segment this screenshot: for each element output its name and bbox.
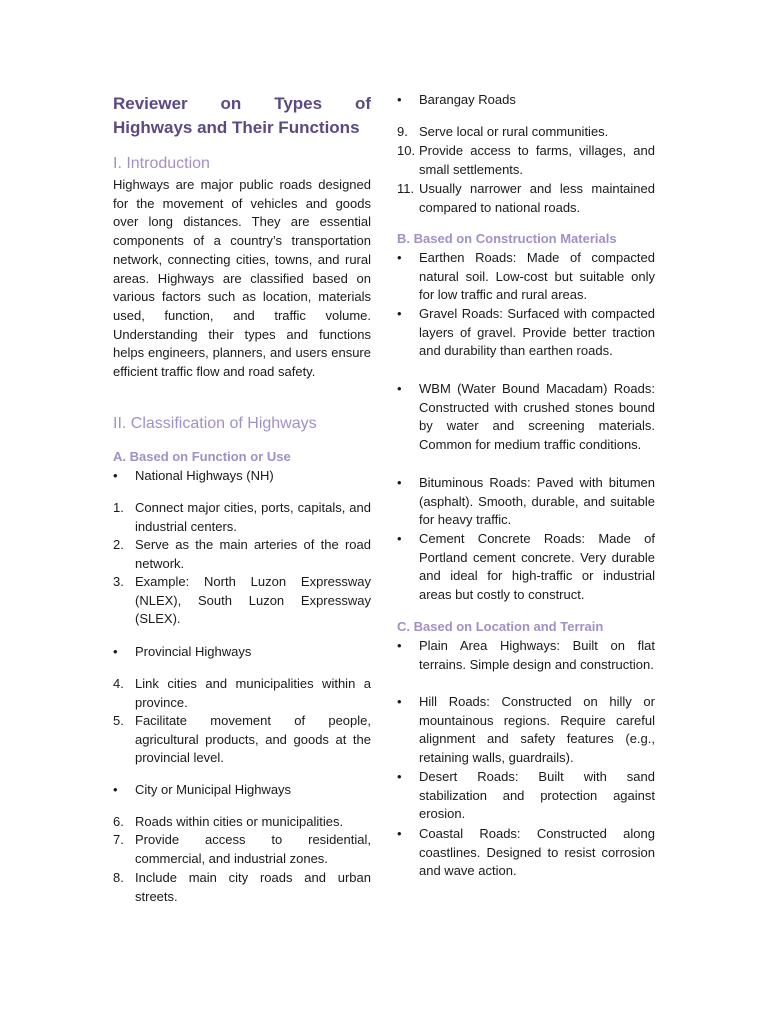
list-item [397,91,655,110]
list-item-text: Roads within cities or municipalities. [135,814,344,829]
list-item-text: Desert Roads: Built with sand stabilization and protection against erosion. [419,769,655,822]
list-item [113,573,371,629]
bullet-marker: • [397,475,402,490]
list-item [113,781,371,800]
number-marker: 7. [113,832,124,847]
list-item-text: Example: North Luzon Expressway (NLEX), South Luzon Expressway (SLEX). [135,574,371,627]
list-item [397,768,655,824]
number-marker: 8. [113,870,124,885]
list-item [113,536,371,573]
list-item [113,467,371,486]
list-item [113,675,371,712]
section-a-heading: A. Based on Function or Use [113,449,291,464]
list-item [397,142,655,179]
list-item-text: Earthen Roads: Made of compacted natural soil. Low-cost but suitable only for low traffic and rural areas. [419,250,655,303]
number-marker: 5. [113,713,124,728]
number-marker: 3. [113,574,124,589]
list-item-text: Include main city roads and urban streets. [135,870,371,904]
number-marker: 11. [397,181,415,196]
list-item-text: Gravel Roads: Surfaced with compacted layers of gravel. Provide better traction and durability than earthen roads. [419,306,655,359]
introduction-paragraph: Highways are major public roads designed for the movement of vehicles and goods over long distances. They are essential components of a country’s transportation network, connecting cities, towns, and rural areas. Highways are classified based on various factors such as location, materials used, function, and traffic volume. Understanding their types and functions helps engineers, planners, and users ensure efficient traffic flow and road safety. [113,177,371,380]
list-item-text: Facilitate movement of people, agricultural products, and goods at the provincial level. [135,713,371,766]
bullet-marker: • [397,531,402,546]
list-item [397,693,655,768]
list-item-text: WBM (Water Bound Macadam) Roads: Constructed with crushed stones bound by water and screening materials. Common for medium traffic conditions. [419,381,655,453]
list-item [113,869,371,906]
list-item [397,180,655,217]
bullet-marker: • [113,782,118,797]
list-item [113,643,371,662]
list-item [397,123,655,142]
list-item [397,380,655,455]
bullet-marker: • [397,826,402,841]
bullet-marker: • [113,644,118,659]
bullet-marker: • [397,694,402,709]
bullet-marker: • [397,638,402,653]
bullet-marker: • [113,468,118,483]
title-line-2: Highways and Their Functions [113,118,360,137]
list-item-text: Plain Area Highways: Built on flat terrains. Simple design and construction. [419,638,655,672]
bullet-marker: • [397,250,402,265]
document-title [113,92,371,140]
list-item-text: Serve local or rural communities. [419,124,609,139]
classification-heading: II. Classification of Highways [113,415,317,432]
list-item-text: Link cities and municipalities within a province. [135,676,371,710]
number-marker: 2. [113,537,124,552]
section-c-heading: C. Based on Location and Terrain [397,619,604,634]
list-item-text: Barangay Roads [419,92,516,107]
list-item-text: Provide access to residential, commercial, and industrial zones. [135,832,371,866]
list-item-text: Usually narrower and less maintained compared to national roads. [419,181,655,215]
number-marker: 1. [113,500,124,515]
list-item [397,530,655,605]
bullet-marker: • [397,769,402,784]
list-item [113,831,371,868]
number-marker: 9. [397,124,408,139]
introduction-heading: I. Introduction [113,155,210,172]
number-marker: 4. [113,676,124,691]
list-item-text: Coastal Roads: Constructed along coastlines. Designed to resist corrosion and wave action. [419,826,655,879]
list-item [397,249,655,305]
bullet-marker: • [397,92,402,107]
list-item [113,712,371,768]
list-item [113,499,371,536]
list-item-text: City or Municipal Highways [135,782,292,797]
bullet-marker: • [397,381,402,396]
number-marker: 6. [113,814,124,829]
title-line-1: Reviewer on Types of [113,94,371,113]
list-item-text: Bituminous Roads: Paved with bitumen (asphalt). Smooth, durable, and suitable for heavy traffic. [419,475,655,528]
list-item-text: Connect major cities, ports, capitals, and industrial centers. [135,500,371,534]
list-item-text: Provide access to farms, villages, and small settlements. [419,143,655,177]
list-item-text: National Highways (NH) [135,468,274,483]
list-item-text: Hill Roads: Constructed on hilly or mountainous regions. Require careful alignment and safety features (e.g., retaining walls, guardrails). [419,694,655,766]
list-item [397,825,655,881]
section-b-heading: B. Based on Construction Materials [397,231,617,246]
list-item-text: Cement Concrete Roads: Made of Portland cement concrete. Very durable and ideal for high-traffic or industrial areas but costly to construct. [419,531,655,603]
bullet-marker: • [397,306,402,321]
list-item [113,813,371,832]
list-item [397,637,655,674]
list-item [397,305,655,361]
number-marker: 10. [397,143,416,158]
list-item-text: Serve as the main arteries of the road network. [135,537,371,571]
list-item [397,474,655,530]
list-item-text: Provincial Highways [135,644,252,659]
